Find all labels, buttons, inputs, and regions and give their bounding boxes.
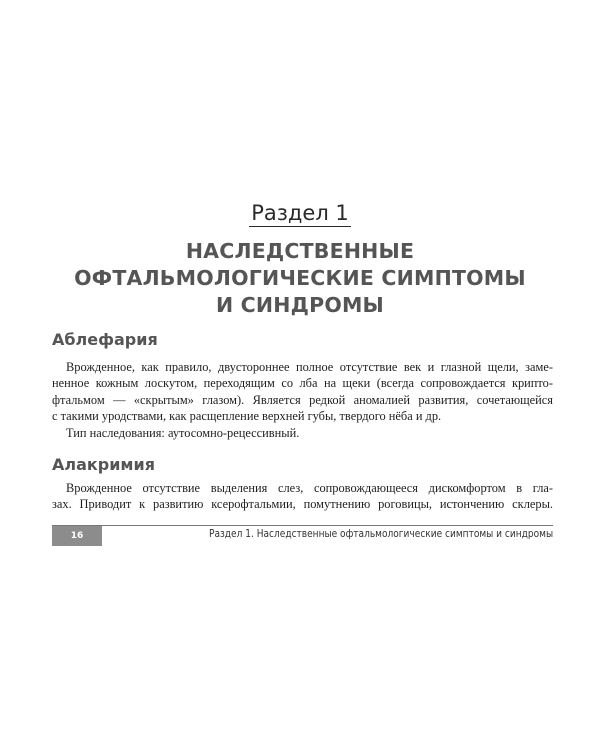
- footer-rule: [52, 525, 553, 526]
- entry-heading: Алакримия: [52, 455, 155, 474]
- entry-paragraph: [52, 480, 553, 513]
- section-title-line: НАСЛЕДСТВЕННЫЕ: [185, 239, 415, 263]
- paragraph-line: Врожденное отсутствие выделения слез, сопровождающееся дискомфортом в гла-: [66, 481, 553, 495]
- paragraph-line: с такими уродствами, как расщепление верхней губы, твердого нёба и др.: [52, 409, 442, 424]
- section-title-line: ОФТАЛЬМОЛОГИЧЕСКИЕ СИМПТОМЫ: [74, 266, 526, 290]
- entry-paragraph: [52, 359, 553, 441]
- running-head: Раздел 1. Наследственные офтальмологические симптомы и синдромы: [208, 528, 553, 540]
- paragraph-line: Тип наследования: аутосомно-рецессивный.: [66, 425, 300, 440]
- paragraph-line: зах. Приводит к развитию ксерофтальмии, помутнению роговицы, истончению склеры.: [52, 497, 553, 512]
- paragraph-line: Врожденное, как правило, двустороннее полное отсутствие век и глазной щели, заме-: [66, 360, 553, 374]
- section-label: [0, 200, 600, 227]
- section-title-line: И СИНДРОМЫ: [215, 293, 384, 317]
- paragraph-line: ненное кожным лоскутом, переходящим со лба на щеки (всегда сопровождается крипто-: [52, 376, 553, 391]
- page-number: 16: [52, 526, 102, 546]
- paragraph-line: фтальмом — «скрытым» глазом). Является редкой аномалией развития, сочетающейся: [52, 392, 553, 407]
- section-label-text: Раздел 1: [251, 201, 349, 225]
- section-title: [0, 238, 600, 319]
- entry-heading: Аблефария: [52, 330, 158, 349]
